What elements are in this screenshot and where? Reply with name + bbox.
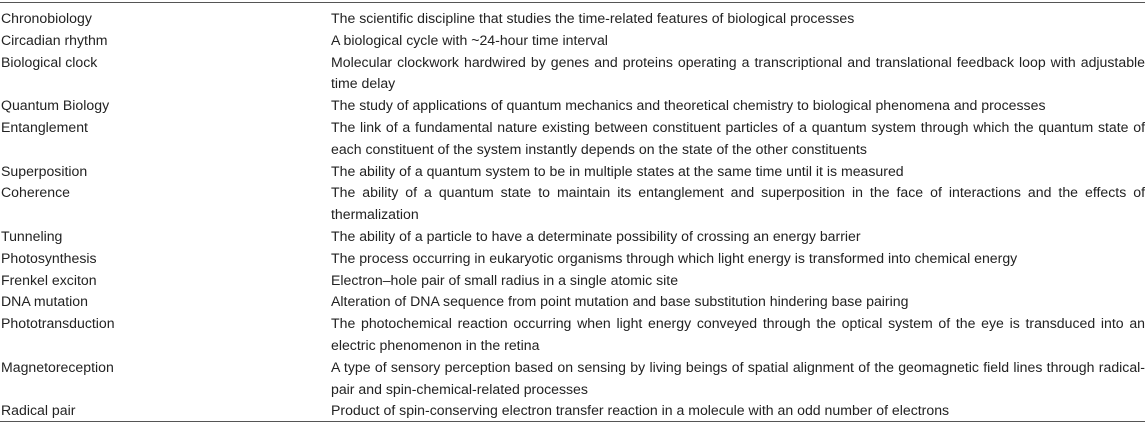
definition-cell: Product of spin-conserving electron transfer reaction in a molecule with an odd number of electrons (331, 402, 950, 419)
definition-cell: The ability of a quantum state to maintain its entanglement and superposition in the face of interactions and the effects of thermalization (331, 184, 1145, 223)
definition-cell: The study of applications of quantum mechanics and theoretical chemistry to biological phenomena and processes (331, 97, 1046, 114)
term-cell: Photosynthesis (1, 249, 97, 266)
definition-cell: Electron–hole pair of small radius in a single atomic site (331, 271, 679, 288)
table-row (0, 95, 1145, 117)
definition-cell: Alteration of DNA sequence from point mutation and base substitution hindering base pairing (331, 293, 909, 310)
bottom-rule (0, 421, 1145, 422)
definition-cell: A type of sensory perception based on sensing by living beings of spatial alignment of the geomagnetic field lines through radical-pair and spin-chemical-related processes (331, 358, 1145, 397)
term-cell: Superposition (1, 162, 88, 179)
definition-cell: The scientific discipline that studies the time-related features of biological processes (331, 10, 855, 26)
table-row (0, 313, 1145, 357)
table-row (0, 270, 1145, 292)
term-cell: Entanglement (1, 118, 88, 135)
definition-cell: Molecular clockwork hardwired by genes and proteins operating a transcriptional and translational feedback loop with adjustable time delay (331, 53, 1145, 92)
term-cell: Phototransduction (1, 315, 115, 332)
term-cell: Magnetoreception (1, 358, 114, 375)
term-cell: Quantum Biology (1, 97, 110, 114)
table-row (0, 291, 1145, 313)
table-row (0, 248, 1145, 270)
table-row (0, 400, 1145, 422)
definition-cell: A biological cycle with ~24-hour time interval (331, 31, 608, 48)
definition-cell: The process occurring in eukaryotic organisms through which light energy is transformed into chemical energy (331, 249, 1018, 266)
definition-cell: The ability of a quantum system to be in multiple states at the same time until it is measured (331, 162, 904, 179)
term-cell: Chronobiology (1, 10, 92, 26)
glossary-grid (0, 8, 1145, 422)
term-cell: DNA mutation (1, 293, 88, 310)
term-cell: Tunneling (1, 227, 63, 244)
table-row (0, 226, 1145, 248)
table-row (0, 182, 1145, 226)
table-row (0, 161, 1145, 183)
table-row (0, 30, 1145, 52)
table-row (0, 117, 1145, 161)
term-cell: Circadian rhythm (1, 31, 108, 48)
definition-cell: The photochemical reaction occurring when light energy conveyed through the optical system of the eye is transduced into an electric phenomenon in the retina (331, 315, 1145, 353)
table-row (0, 357, 1145, 401)
glossary-body (0, 8, 1145, 422)
term-cell: Frenkel exciton (1, 271, 97, 288)
top-rule (0, 2, 1145, 3)
term-cell: Biological clock (1, 53, 98, 70)
definition-cell: The link of a fundamental nature existing between constituent particles of a quantum system through which the quantum state of each constituent of the system instantly depends on the state of the other constituents (331, 118, 1145, 157)
table-row (0, 8, 1145, 30)
table-row (0, 52, 1145, 96)
term-cell: Radical pair (1, 402, 76, 419)
term-cell: Coherence (1, 184, 70, 201)
definition-cell: The ability of a particle to have a determinate possibility of crossing an energy barrier (331, 227, 861, 244)
